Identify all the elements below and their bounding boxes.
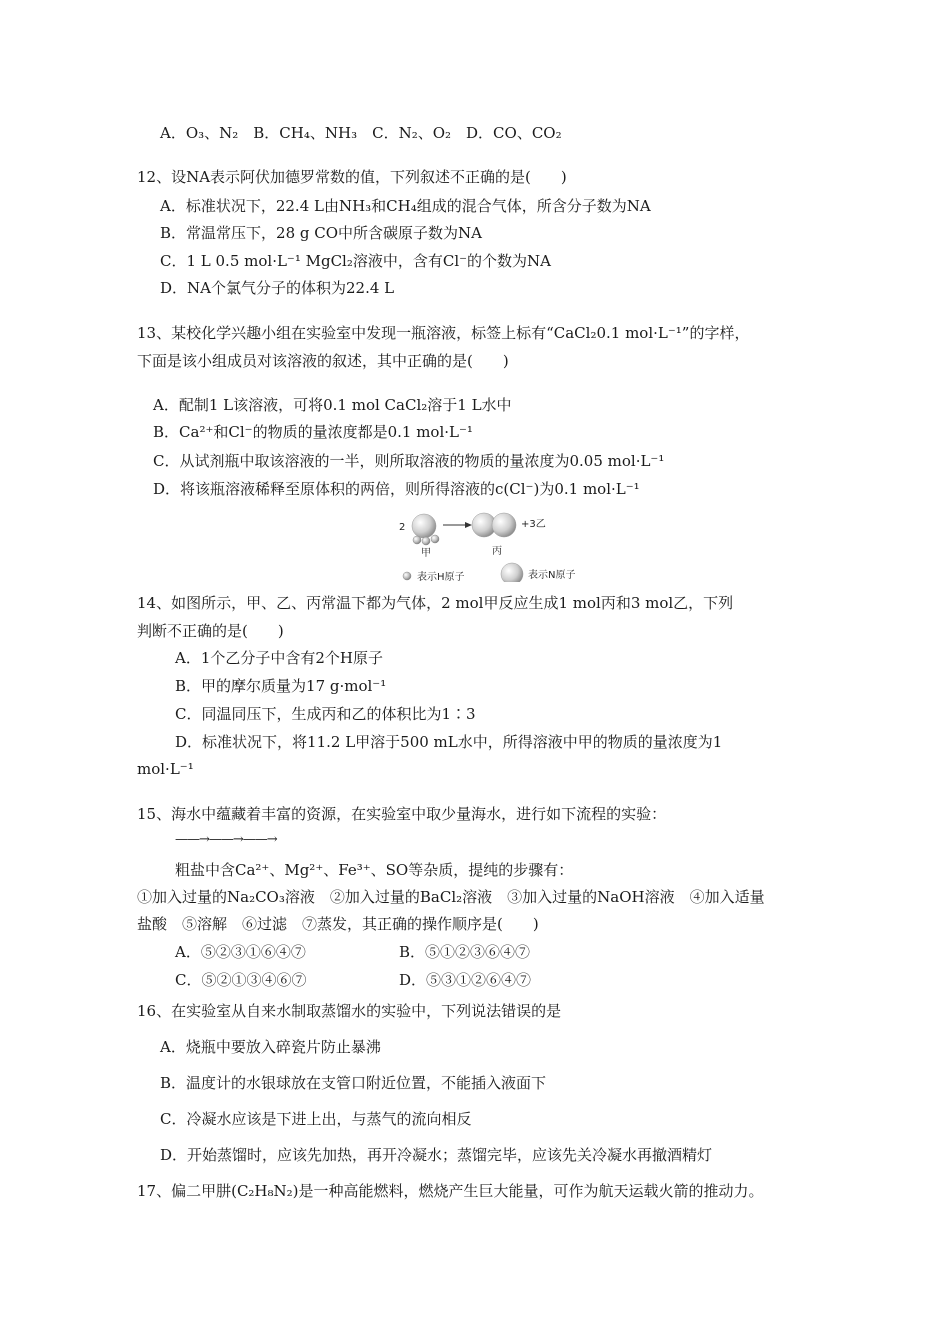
q13-option-b: B．Ca²⁺和Cl⁻的物质的量浓度都是0.1 mol·L⁻¹ <box>153 423 473 441</box>
q13-option-c: C．从试剂瓶中取该溶液的一半，则所取溶液的物质的量浓度为0.05 mol·L⁻¹ <box>153 452 665 470</box>
q13-stem-line2: 下面是该小组成员对该溶液的叙述，其中正确的是( ) <box>137 352 509 370</box>
label-bing: 丙 <box>492 546 502 557</box>
q16-option-a: A．烧瓶中要放入碎瓷片防止暴沸 <box>160 1038 381 1056</box>
q14-option-b: B．甲的摩尔质量为17 g·mol⁻¹ <box>175 677 387 695</box>
q14-option-c: C．同温同压下，生成丙和乙的体积比为1∶3 <box>175 705 476 723</box>
q16-stem: 16、在实验室从自来水制取蒸馏水的实验中，下列说法错误的是 <box>137 1002 562 1020</box>
legend-n-label: 表示N原子 <box>528 570 576 581</box>
q13-option-a: A．配制1 L该溶液，可将0.1 mol CaCl₂溶于1 L水中 <box>153 396 512 414</box>
molecule-jia <box>412 514 439 545</box>
q15-option-b: B．⑤①②③⑥④⑦ <box>399 943 531 961</box>
q12-option-d: D．NA个氯气分子的体积为22.4 L <box>160 279 395 297</box>
q16-option-b: B．温度计的水银球放在支管口附近位置，不能插入液面下 <box>160 1074 547 1092</box>
q13-option-d: D．将该瓶溶液稀释至原体积的两倍，则所得溶液的c(Cl⁻)为0.1 mol·L⁻¹ <box>153 480 640 498</box>
legend-h-atom-icon <box>403 572 411 580</box>
q15-steps-line2: 盐酸 ⑤溶解 ⑥过滤 ⑦蒸发，其正确的操作顺序是( ) <box>137 915 539 933</box>
q14-stem-line2: 判断不正确的是( ) <box>137 622 284 640</box>
label-jia: 甲 <box>421 548 431 559</box>
molecule-bing <box>472 513 516 537</box>
q12-stem: 12、设NA表示阿伏加德罗常数的值，下列叙述不正确的是( ) <box>137 168 567 186</box>
q14-option-a: A．1个乙分子中含有2个H原子 <box>175 649 384 667</box>
coefficient-2: 2 <box>399 522 406 533</box>
q15-option-a: A．⑤②③①⑥④⑦ <box>175 943 306 961</box>
q13-stem-line1: 13、某校化学兴趣小组在实验室中发现一瓶溶液，标签上标有“CaCl₂0.1 mol·L⁻¹”的字样， <box>137 324 750 342</box>
q14-option-d-line2: mol·L⁻¹ <box>137 760 194 778</box>
q14-option-d-line1: D．标准状况下，将11.2 L甲溶于500 mL水中，所得溶液中甲的物质的量浓度为1 <box>175 733 723 751</box>
q16-option-d: D．开始蒸馏时，应该先加热，再开冷凝水；蒸馏完毕，应该先关冷凝水再撤酒精灯 <box>160 1146 713 1164</box>
q14-stem-line1: 14、如图所示，甲、乙、丙常温下都为气体，2 mol甲反应生成1 mol丙和3 mol乙，下列 <box>137 594 734 612</box>
q15-intro: 粗盐中含Ca²⁺、Mg²⁺、Fe³⁺、SO等杂质，提纯的步骤有： <box>175 861 574 879</box>
q15-steps-line1: ①加入过量的Na₂CO₃溶液 ②加入过量的BaCl₂溶液 ③加入过量的NaOH溶液 ④加入适量 <box>137 888 765 906</box>
q15-option-c: C．⑤②①③④⑥⑦ <box>175 971 307 989</box>
product-yi-term: +3乙 <box>521 519 546 530</box>
reaction-diagram <box>395 510 595 582</box>
legend-n-atom-icon <box>501 563 523 582</box>
q16-option-c: C．冷凝水应该是下进上出，与蒸气的流向相反 <box>160 1110 472 1128</box>
q15-option-d: D．⑤③①②⑥④⑦ <box>399 971 532 989</box>
q15-flow-arrows: ——→——→——→ <box>175 832 277 847</box>
q17-stem: 17、偏二甲肼(C₂H₈N₂)是一种高能燃料，燃烧产生巨大能量，可作为航天运载火箭的推动力。 <box>137 1182 764 1200</box>
reaction-arrow <box>443 522 472 528</box>
q12-option-b: B．常温常压下，28 g CO中所含碳原子数为NA <box>160 224 482 242</box>
q11-options: A．O₃、N₂ B．CH₄、NH₃ C．N₂、O₂ D．CO、CO₂ <box>160 124 562 142</box>
q15-stem: 15、海水中蕴藏着丰富的资源，在实验室中取少量海水，进行如下流程的实验： <box>137 805 667 823</box>
legend-h-label: 表示H原子 <box>417 572 465 582</box>
q12-option-a: A．标准状况下，22.4 L由NH₃和CH₄组成的混合气体，所含分子数为NA <box>160 197 651 215</box>
q12-option-c: C．1 L 0.5 mol·L⁻¹ MgCl₂溶液中，含有Cl⁻的个数为NA <box>160 252 552 270</box>
